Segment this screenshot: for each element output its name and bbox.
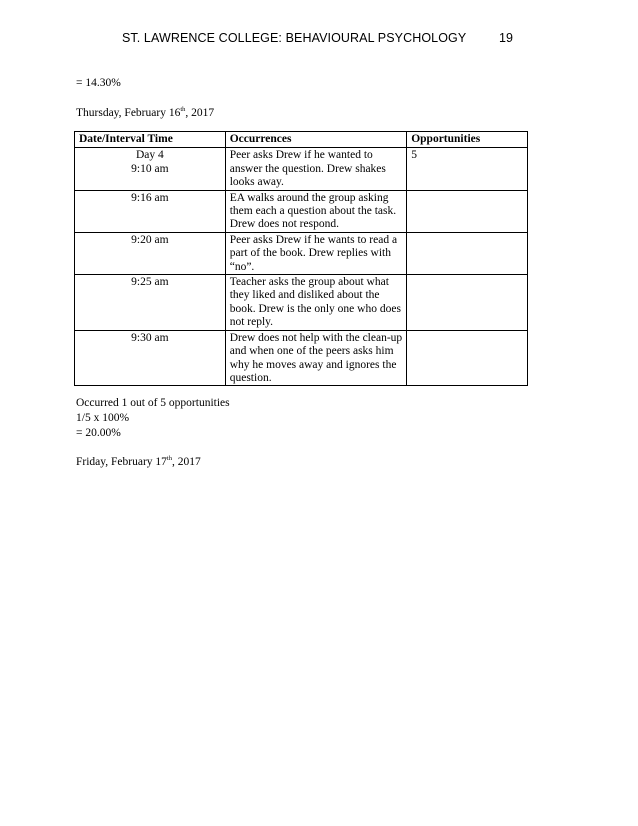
time-cell — [75, 232, 226, 274]
column-header-occurrences: Occurrences — [225, 132, 406, 148]
time-cell — [75, 190, 226, 232]
running-head: ST. LAWRENCE COLLEGE: BEHAVIOURAL PSYCHOLOGY — [122, 31, 467, 45]
time-label: 9:30 am — [131, 331, 169, 344]
date-ordinal-suffix: th — [180, 106, 186, 114]
occurrence-cell: Peer asks Drew if he wanted to answer the question. Drew shakes looks away. — [225, 148, 406, 190]
opportunities-cell — [407, 330, 528, 386]
page-number: 19 — [499, 31, 513, 45]
time-label: 9:20 am — [131, 233, 169, 246]
occurrence-cell: Peer asks Drew if he wants to read a part of the book. Drew replies with “no”. — [225, 232, 406, 274]
time-cell — [75, 330, 226, 386]
table-header-row — [75, 132, 528, 148]
time-cell — [75, 148, 226, 190]
time-label: 9:10 am — [131, 162, 169, 175]
observation-table — [74, 131, 528, 386]
table-row — [75, 232, 528, 274]
occurrence-cell: Teacher asks the group about what they liked and disliked about the book. Drew is the only one who does not reply. — [225, 275, 406, 331]
calculation-result: = 20.00% — [76, 427, 121, 439]
date-year: , 2017 — [185, 107, 215, 119]
date-ordinal-suffix: th — [166, 455, 172, 463]
date-year: , 2017 — [171, 456, 201, 468]
date-heading-friday — [76, 456, 201, 468]
date-heading-thursday — [76, 107, 214, 119]
time-label: 9:25 am — [131, 276, 169, 289]
date-text: Thursday, February 16 — [76, 107, 181, 119]
opportunities-cell — [407, 190, 528, 232]
calculation-formula: 1/5 x 100% — [76, 412, 130, 424]
table-row — [75, 330, 528, 386]
table-row — [75, 275, 528, 331]
time-cell — [75, 275, 226, 331]
opportunities-cell: 5 — [407, 148, 528, 190]
table-row — [75, 190, 528, 232]
table-row — [75, 148, 528, 190]
day-label: Day 4 — [135, 149, 164, 162]
date-text: Friday, February 17 — [76, 456, 167, 468]
opportunities-cell — [407, 232, 528, 274]
time-label: 9:16 am — [131, 191, 169, 204]
occurrence-cell: EA walks around the group asking them each a question about the task. Drew does not respond. — [225, 190, 406, 232]
column-header-time: Date/Interval Time — [75, 132, 226, 148]
previous-result: = 14.30% — [76, 77, 121, 89]
opportunities-cell — [407, 275, 528, 331]
occurrence-cell: Drew does not help with the clean-up and when one of the peers asks him why he moves away and ignores the question. — [225, 330, 406, 386]
column-header-opportunities: Opportunities — [407, 132, 528, 148]
occurrence-summary: Occurred 1 out of 5 opportunities — [76, 397, 230, 409]
